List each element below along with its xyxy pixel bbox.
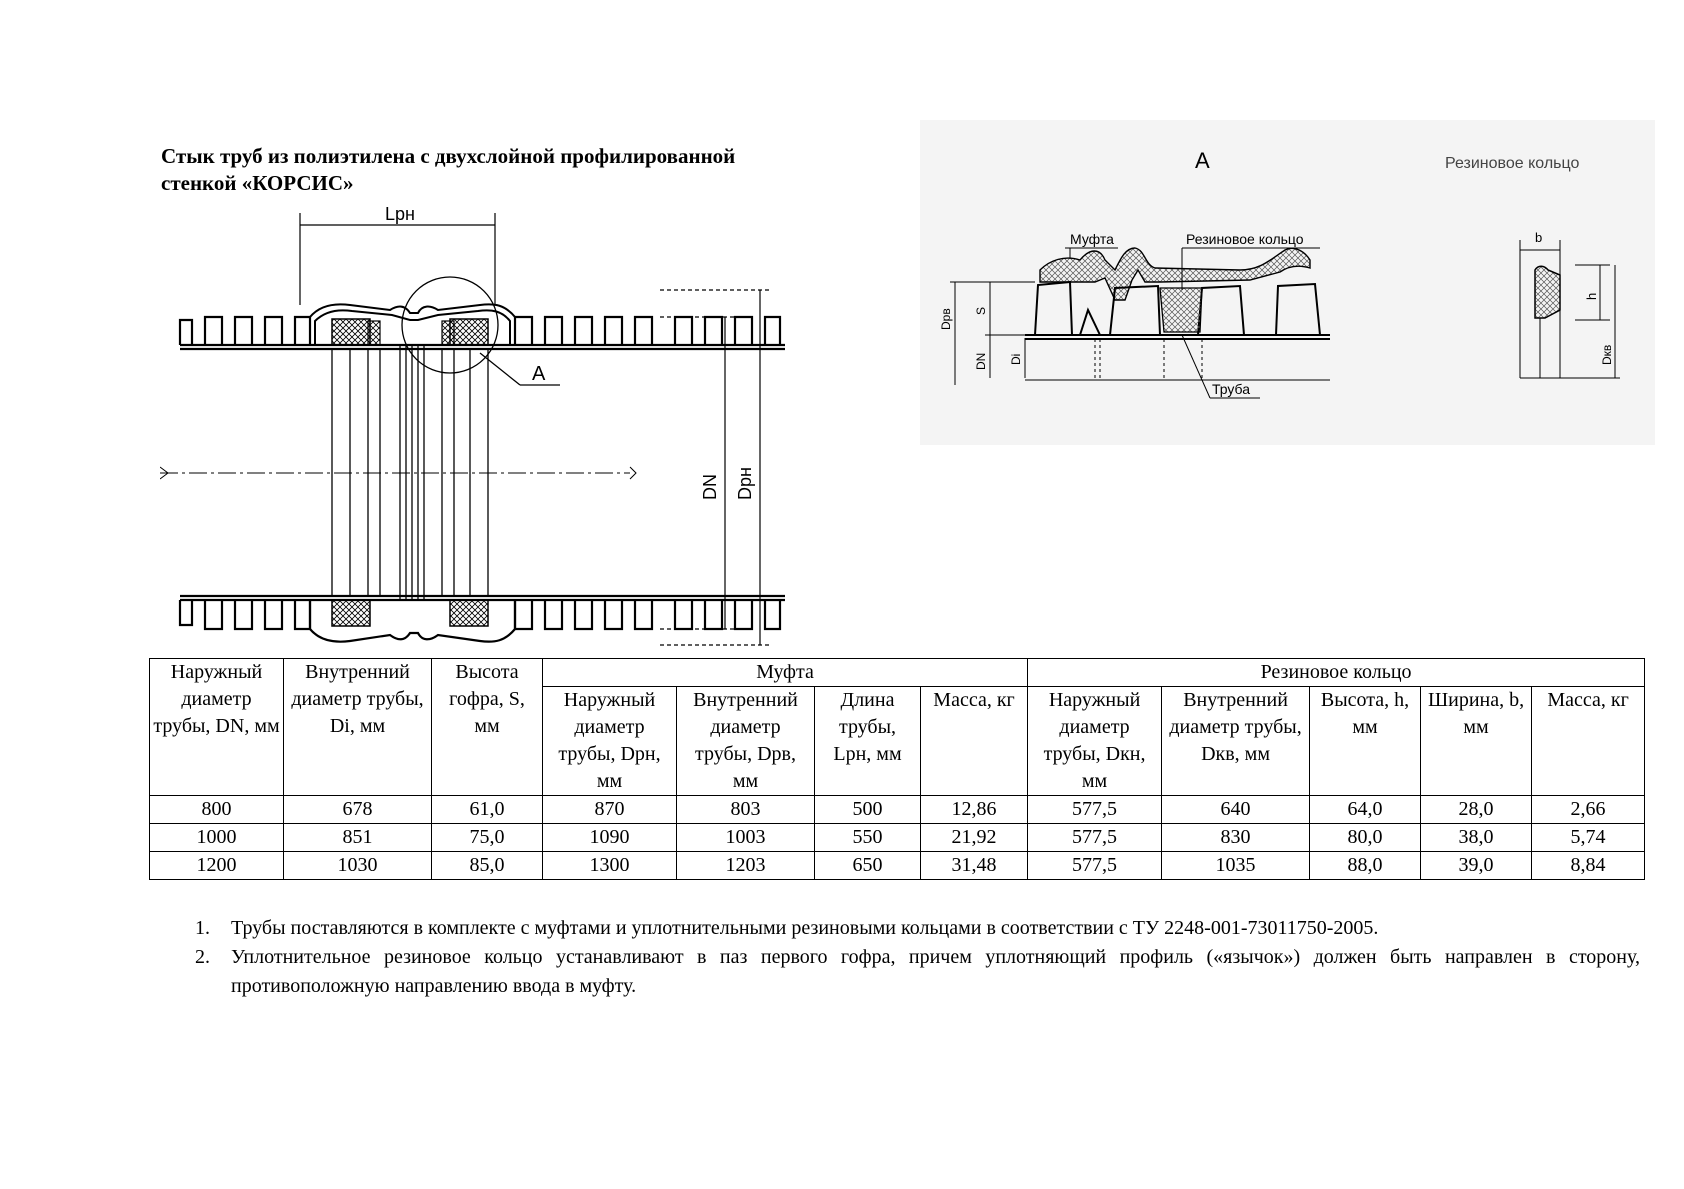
note-item <box>195 914 1640 943</box>
table-cell: 31,48 <box>921 852 1028 880</box>
detail-a-label: A <box>532 363 546 385</box>
truba-label: Труба <box>1212 381 1251 397</box>
table-cell: 75,0 <box>432 824 543 852</box>
table-cell: 64,0 <box>1310 796 1421 824</box>
h-dim-label: h <box>1584 292 1599 300</box>
header-cell: Внутренний диаметр трубы, Di, мм <box>284 659 432 796</box>
header-cell: Ширина, b, мм <box>1421 687 1532 796</box>
table-cell: 1035 <box>1162 852 1310 880</box>
table-cell: 1003 <box>677 824 815 852</box>
table-cell: 1200 <box>150 852 284 880</box>
header-cell: Масса, кг <box>1532 687 1645 796</box>
header-cell: Высота гофра, S, мм <box>432 659 543 796</box>
header-cell: Наружный диаметр трубы, Dкн, мм <box>1028 687 1162 796</box>
header-cell: Внутренний диаметр трубы, Dкв, мм <box>1162 687 1310 796</box>
table-cell: 1203 <box>677 852 815 880</box>
header-cell: Наружный диаметр трубы, Dрн, мм <box>543 687 677 796</box>
table-cell: 28,0 <box>1421 796 1532 824</box>
drn-dim-label: Dрн <box>735 467 755 500</box>
note-text: Уплотнительное резиновое кольцо устанавливают в паз первого гофра, причем уплотняющий профиль («язычок») должен быть направлен в сторону, противоположную направлению ввода в муфту. <box>231 946 1640 997</box>
table-cell: 1090 <box>543 824 677 852</box>
table-row <box>150 824 1645 852</box>
table-cell: 800 <box>150 796 284 824</box>
note-number: 2. <box>195 946 210 968</box>
table-cell: 88,0 <box>1310 852 1421 880</box>
detail-title-a: A <box>1195 148 1210 173</box>
page-title <box>161 143 861 197</box>
specification-table <box>149 658 1645 880</box>
table-cell: 870 <box>543 796 677 824</box>
table-cell: 21,92 <box>921 824 1028 852</box>
table-cell: 38,0 <box>1421 824 1532 852</box>
table-cell: 2,66 <box>1532 796 1645 824</box>
table-cell: 577,5 <box>1028 796 1162 824</box>
di-dim-label: Di <box>1009 353 1023 365</box>
ring-title-label: Резиновое кольцо <box>1445 155 1580 172</box>
table-cell: 650 <box>815 852 921 880</box>
mufta-label: Муфта <box>1070 231 1114 247</box>
header-cell: Длина трубы, Lрн, мм <box>815 687 921 796</box>
note-item <box>195 943 1640 1001</box>
group-header-mufta: Муфта <box>543 659 1028 687</box>
table-cell: 1030 <box>284 852 432 880</box>
header-cell: Внутренний диаметр трубы, Dрв, мм <box>677 687 815 796</box>
table-cell: 85,0 <box>432 852 543 880</box>
table-row <box>150 796 1645 824</box>
table-row <box>150 852 1645 880</box>
pipe-joint-drawing <box>160 205 785 655</box>
note-number: 1. <box>195 917 210 939</box>
dn-dim-label: DN <box>700 474 720 500</box>
notes-list <box>195 914 1640 1001</box>
header-cell: Наружный диаметр трубы, DN, мм <box>150 659 284 796</box>
table-cell: 803 <box>677 796 815 824</box>
title-line-2: стенкой «КОРСИС» <box>161 171 354 195</box>
table-cell: 500 <box>815 796 921 824</box>
detail-a-drawing <box>920 120 1655 445</box>
dkv-dim-label: Dкв <box>1600 344 1614 365</box>
title-line-1: Стык труб из полиэтилена с двухслойной профилированной <box>161 144 736 168</box>
ring-label: Резиновое кольцо <box>1186 231 1304 247</box>
table-cell: 577,5 <box>1028 852 1162 880</box>
drv-dim-label: Dрв <box>939 308 953 330</box>
table-cell: 1000 <box>150 824 284 852</box>
note-text: Трубы поставляются в комплекте с муфтами и уплотнительными резиновыми кольцами в соответствии с ТУ 2248-001-73011750-2005. <box>231 917 1379 939</box>
dn-detail-label: DN <box>974 352 988 370</box>
table-cell: 5,74 <box>1532 824 1645 852</box>
s-dim-label: S <box>974 306 988 315</box>
table-cell: 550 <box>815 824 921 852</box>
table-cell: 1300 <box>543 852 677 880</box>
table-cell: 8,84 <box>1532 852 1645 880</box>
group-header-ring: Резиновое кольцо <box>1028 659 1645 687</box>
table-cell: 851 <box>284 824 432 852</box>
table-header-row-1 <box>150 659 1645 687</box>
table-cell: 678 <box>284 796 432 824</box>
table-cell: 39,0 <box>1421 852 1532 880</box>
table-cell: 80,0 <box>1310 824 1421 852</box>
table-cell: 12,86 <box>921 796 1028 824</box>
lrn-dim-label: Lрн <box>385 205 415 224</box>
table-cell: 61,0 <box>432 796 543 824</box>
table-cell: 830 <box>1162 824 1310 852</box>
table-cell: 577,5 <box>1028 824 1162 852</box>
header-cell: Высота, h, мм <box>1310 687 1421 796</box>
header-cell: Масса, кг <box>921 687 1028 796</box>
b-dim-label: b <box>1535 230 1543 245</box>
table-cell: 640 <box>1162 796 1310 824</box>
